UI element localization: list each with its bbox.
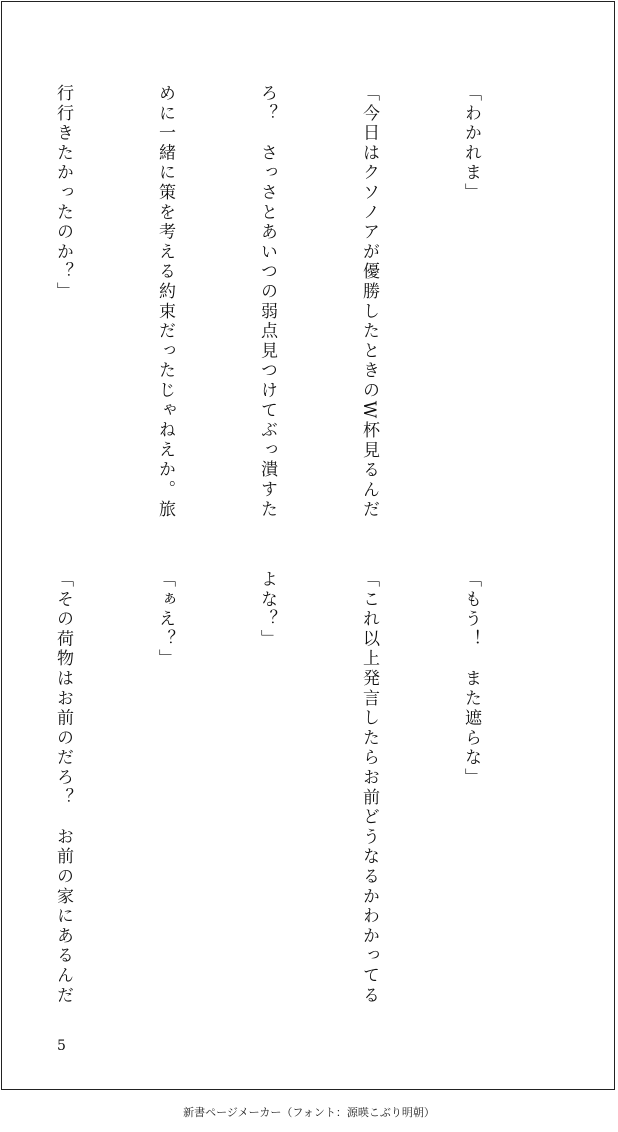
book-page: [1, 1, 615, 1090]
text-line: ろ？ さっさとあいつの弱点見つけてぶっ潰すた: [257, 84, 277, 520]
text-line: 「もう！ また遮らな」: [461, 570, 481, 788]
text-line: 行行きたかったのか？」: [53, 84, 73, 302]
text-line: 「今日はクソノアが優勝したときのW杯見るんだ: [359, 84, 379, 521]
text-line: めに一緒に策を考える約束だったじゃねえか。旅: [155, 84, 175, 520]
text-line: 「ぁえ？」: [155, 570, 175, 669]
lower-text-block: [0, 570, 556, 1030]
text-line: 「これ以上発言したらお前どうなるかわかってる: [359, 570, 379, 1006]
page-number: 5: [57, 1038, 66, 1054]
text-line: 「わかれま」: [461, 84, 481, 203]
text-line: 「その荷物はお前のだろ？ お前の家にあるんだ: [53, 570, 73, 1006]
footer-caption: 新書ページメーカー（フォント：源暎こぶり明朝）: [183, 1106, 435, 1119]
upper-text-block: [0, 84, 556, 544]
text-line: よな？」: [257, 570, 277, 650]
